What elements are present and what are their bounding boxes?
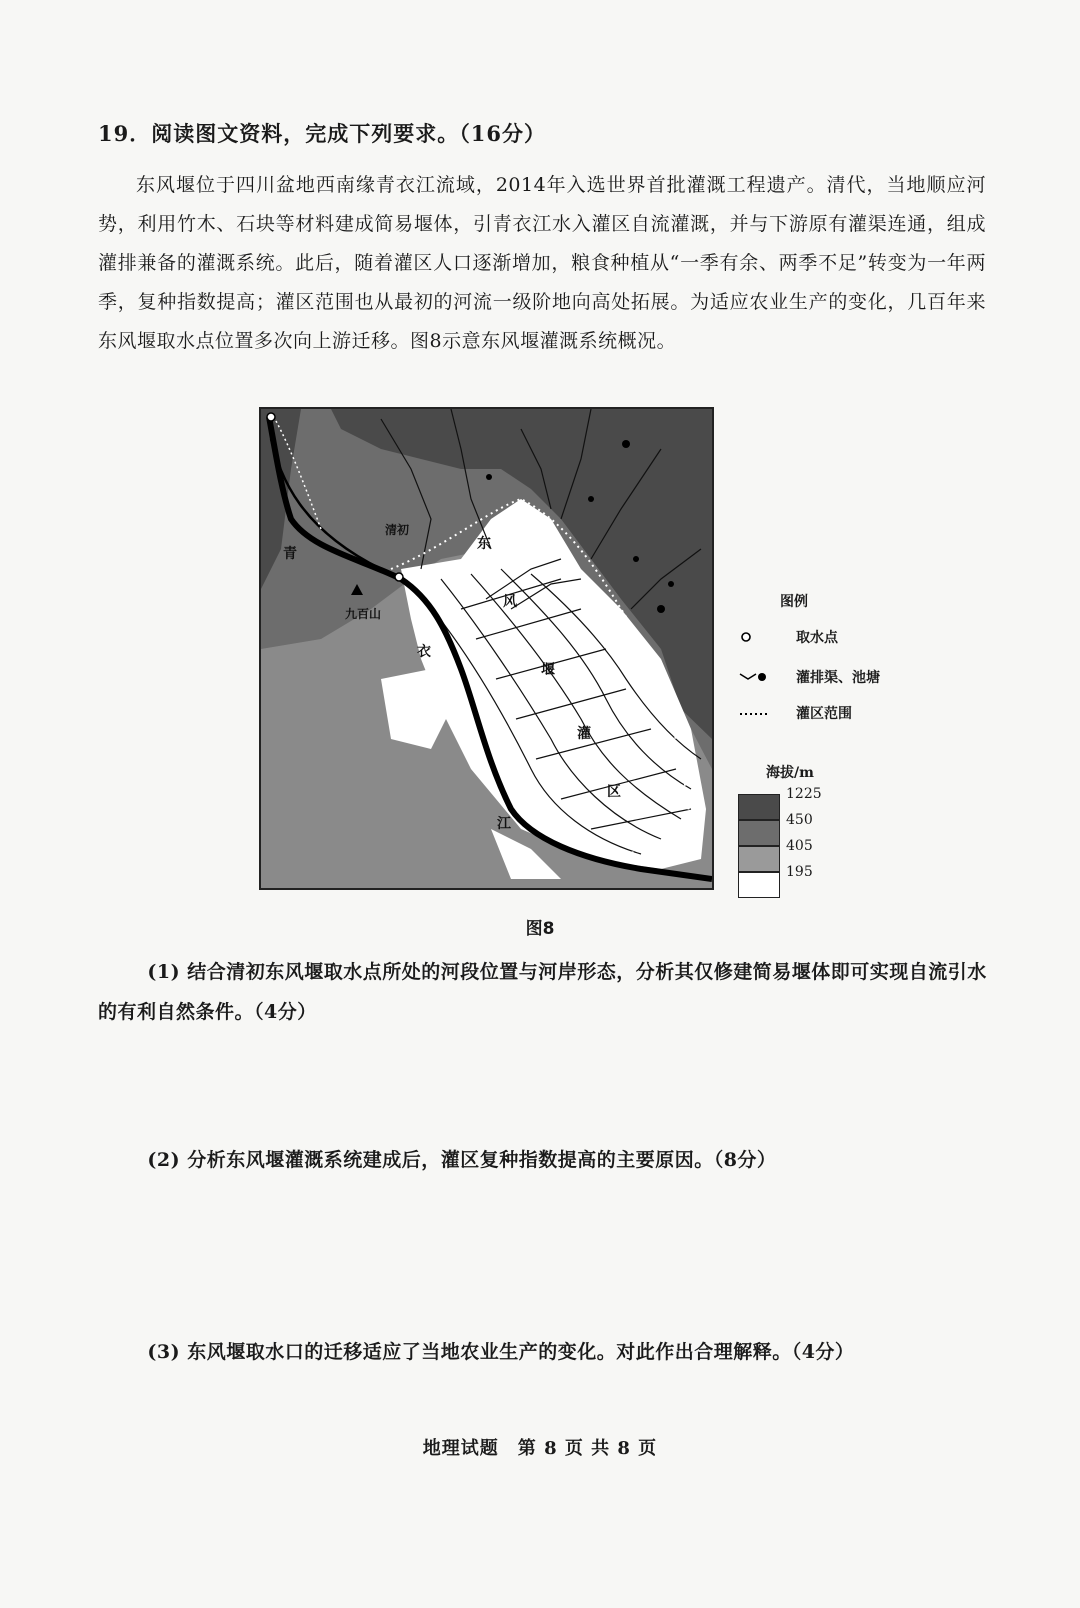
elevation-swatch xyxy=(738,794,780,820)
elevation-tick: 195 xyxy=(786,864,813,880)
label-yan: 堰 xyxy=(541,662,555,678)
label-qing: 青 xyxy=(283,546,297,562)
label-yi: 衣 xyxy=(417,644,431,660)
open-circle-icon xyxy=(738,629,774,645)
label-qu: 区 xyxy=(607,784,621,800)
label-guan: 灌 xyxy=(577,726,591,742)
elevation-tick: 1225 xyxy=(786,786,822,802)
legend-item: 灌排渠、池塘 xyxy=(738,667,938,687)
label-feng: 风 xyxy=(503,594,517,610)
canal-pond-icon xyxy=(738,669,774,685)
legend-item: 灌区范围 xyxy=(738,703,938,723)
page-footer: 地理试题 第 8 页 共 8 页 xyxy=(422,1438,658,1459)
legend-title: 图例 xyxy=(780,594,808,610)
subquestion-2: (2) 分析东风堰灌溉系统建成后，灌区复种指数提高的主要原因。（8分） xyxy=(147,1149,777,1171)
label-jiubaishan: 九百山 xyxy=(345,607,382,621)
label-jiang: 江 xyxy=(497,816,511,832)
elevation-swatch xyxy=(738,846,780,872)
elevation-swatch xyxy=(738,872,780,898)
question-passage: 东风堰位于四川盆地西南缘青衣江流域，2014年入选世界首批灌溉工程遗产。清代，当地顺应河势，利用竹木、石块等材料建成简易堰体，引青衣江水入灌区自流灌溉，并与下游原有灌渠连通，组成灌排兼备的灌溉系统。此后，随着灌区人口逐渐增加，粮食种植从“一季有余、两季不足”转变为一年两季，复种指数提高；灌区范围也从最初的河流一级阶地向高处拓展。为适应农业生产的变化，几百年来东风堰取水点位置多次向上游迁移。图8示意东风堰灌溉系统概况。 xyxy=(98,174,986,352)
intake-point-icon xyxy=(267,413,275,421)
question-title: 19．阅读图文资料，完成下列要求。（16分） xyxy=(98,121,546,146)
legend-item: 取水点 xyxy=(738,627,938,647)
label-dong: 东 xyxy=(477,536,491,552)
elevation-swatch xyxy=(738,820,780,846)
figure-caption: 图8 xyxy=(525,919,555,939)
map-graphic xyxy=(261,409,712,888)
label-qingchu: 清初 xyxy=(385,523,410,537)
elevation-title: 海拔/m xyxy=(766,765,814,781)
subquestion-1: (1) 结合清初东风堰取水点所处的河段位置与河岸形态，分析其仅修建简易堰体即可实现自流引水的有利自然条件。（4分） xyxy=(98,961,987,1023)
elevation-tick: 450 xyxy=(786,812,813,828)
irrigation-map xyxy=(259,407,714,890)
subquestion-3: (3) 东风堰取水口的迁移适应了当地农业生产的变化。对此作出合理解释。（4分） xyxy=(147,1341,855,1363)
dotted-line-icon xyxy=(738,705,774,721)
intake-point-icon xyxy=(395,573,403,581)
elevation-tick: 405 xyxy=(786,838,813,854)
